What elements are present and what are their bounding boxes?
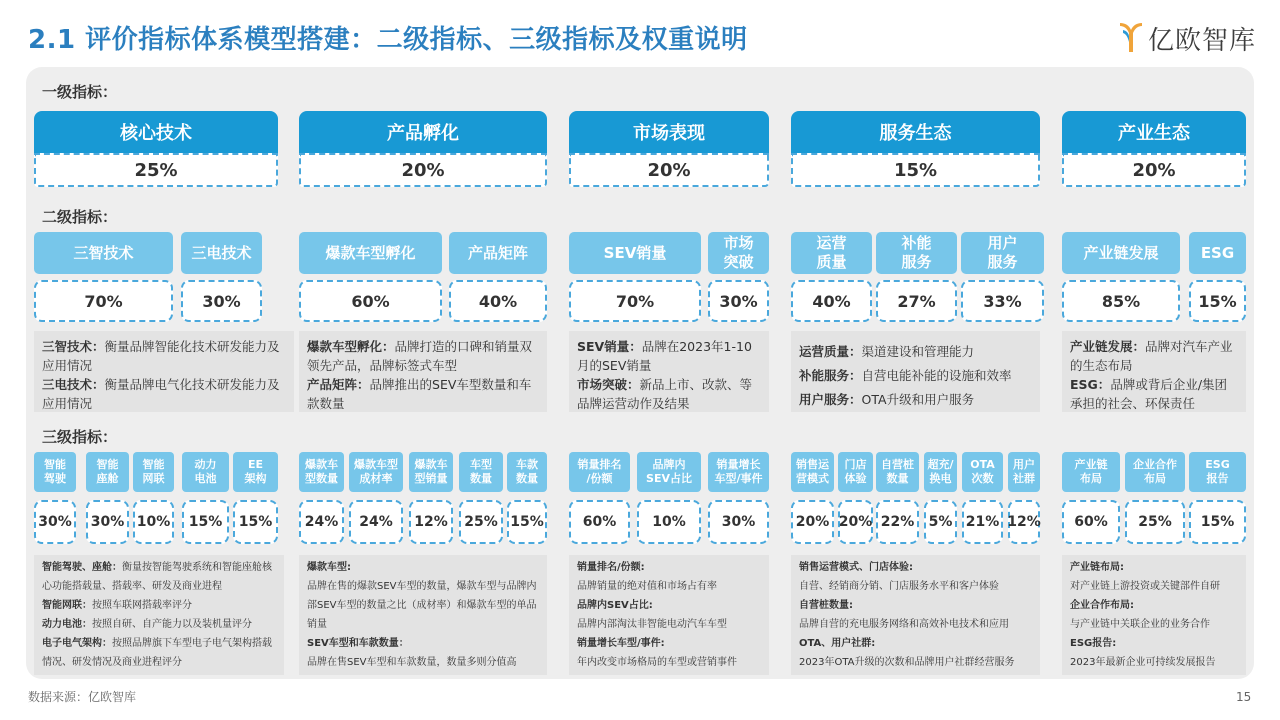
level3-header: 车款 数量 xyxy=(507,452,547,492)
level3-header: 品牌内 SEV占比 xyxy=(637,452,701,492)
level2-label: 二级指标： xyxy=(42,208,118,226)
level3-description: 智能驾驶、座舱：衡量按智能驾驶系统和智能座舱核心功能搭载量、搭载率、研发及商业进程 智能网联：按照车联网搭载率评分 动力电池：按照自研、自产能力以及装机量评分 电子电气架构：按照品牌旗下车型电子电气架构搭载情况、研发情况及商业进程评分 xyxy=(34,555,284,675)
level3-weight: 60% xyxy=(569,500,630,544)
level3-weight: 25% xyxy=(459,500,503,544)
level3-weight: 5% xyxy=(924,500,957,544)
level3-header: 超充/ 换电 xyxy=(924,452,957,492)
level3-header: 自营桩 数量 xyxy=(876,452,919,492)
level2-weight: 70% xyxy=(34,280,173,322)
level1-header: 产业生态 xyxy=(1062,111,1246,153)
level2-weight: 85% xyxy=(1062,280,1180,322)
level2-description: 产业链发展：品牌对汽车产业的生态布局 ESG：品牌或背后企业/集团承担的社会、环保责任 xyxy=(1062,331,1246,412)
page-number: 15 xyxy=(1236,690,1252,704)
level2-header: 市场 突破 xyxy=(708,232,769,274)
level2-weight: 30% xyxy=(181,280,262,322)
level3-header: 产业链 布局 xyxy=(1062,452,1120,492)
level2-header: 补能 服务 xyxy=(876,232,957,274)
level3-weight: 25% xyxy=(1125,500,1185,544)
level3-weight: 60% xyxy=(1062,500,1120,544)
level3-weight: 21% xyxy=(962,500,1003,544)
level2-description: SEV销量：品牌在2023年1-10月的SEV销量 市场突破：新品上市、改款、等品牌运营动作及结果 xyxy=(569,331,769,412)
level2-header: 三电技术 xyxy=(181,232,262,274)
level3-header: 销量增长 车型/事件 xyxy=(708,452,769,492)
level3-header: 企业合作 布局 xyxy=(1125,452,1185,492)
level3-header: EE 架构 xyxy=(233,452,278,492)
level3-weight: 22% xyxy=(876,500,919,544)
level3-header: ESG 报告 xyxy=(1189,452,1246,492)
level2-header: ESG xyxy=(1189,232,1246,274)
level2-weight: 60% xyxy=(299,280,442,322)
level2-weight: 33% xyxy=(961,280,1044,322)
level2-header: SEV销量 xyxy=(569,232,701,274)
level3-label: 三级指标： xyxy=(42,428,118,446)
level2-weight: 70% xyxy=(569,280,701,322)
level3-weight: 20% xyxy=(791,500,834,544)
level1-header: 市场表现 xyxy=(569,111,769,153)
level3-description: 销量排名/份额: 品牌销量的绝对值和市场占有率 品牌内SEV占比: 品牌内部淘汰非智能电动汽车车型 销量增长车型/事件: 年内改变市场格局的车型或营销事件 xyxy=(569,555,769,675)
level3-description: 销售运营模式、门店体验: 自营、经销商分销、门店服务水平和客户体验 自营桩数量: 品牌自营的充电服务网络和高效补电技术和应用 OTA、用户社群: 2023年OTA升级的次数和品牌用户社群经营服务 xyxy=(791,555,1040,675)
level1-label: 一级指标： xyxy=(42,83,118,101)
level1-weight: 15% xyxy=(791,153,1040,187)
level3-weight: 30% xyxy=(34,500,76,544)
level2-weight: 40% xyxy=(791,280,872,322)
level1-header: 产品孵化 xyxy=(299,111,547,153)
level2-header: 产业链发展 xyxy=(1062,232,1180,274)
level3-description: 产业链布局: 对产业链上游投资或关键部件自研 企业合作布局: 与产业链中关联企业的业务合作 ESG报告: 2023年最新企业可持续发展报告 xyxy=(1062,555,1246,675)
level3-weight: 12% xyxy=(1008,500,1040,544)
level3-header: 门店 体验 xyxy=(838,452,873,492)
level1-header: 核心技术 xyxy=(34,111,278,153)
level1-weight: 20% xyxy=(299,153,547,187)
level2-header: 爆款车型孵化 xyxy=(299,232,442,274)
level2-description: 运营质量：渠道建设和管理能力 补能服务：自营电能补能的设施和效率 用户服务：OTA升级和用户服务 xyxy=(791,331,1040,412)
level2-description: 爆款车型孵化：品牌打造的口碑和销量双领先产品，品牌标签式车型 产品矩阵：品牌推出的SEV车型数量和车款数量 xyxy=(299,331,547,412)
level3-weight: 12% xyxy=(409,500,453,544)
level3-weight: 20% xyxy=(838,500,873,544)
level3-header: OTA 次数 xyxy=(962,452,1003,492)
level2-header: 用户 服务 xyxy=(961,232,1044,274)
level2-weight: 15% xyxy=(1189,280,1246,322)
logo xyxy=(1118,20,1256,56)
yiou-logo-icon xyxy=(1118,22,1144,54)
level3-weight: 10% xyxy=(133,500,174,544)
level3-header: 智能 座舱 xyxy=(86,452,129,492)
level1-header: 服务生态 xyxy=(791,111,1040,153)
level3-header: 智能 驾驶 xyxy=(34,452,76,492)
page-title: 2.1 评价指标体系模型搭建：二级指标、三级指标及权重说明 xyxy=(28,25,748,55)
level3-header: 爆款车型 成材率 xyxy=(349,452,403,492)
level2-weight: 30% xyxy=(708,280,769,322)
level3-weight: 10% xyxy=(637,500,701,544)
level3-header: 动力 电池 xyxy=(182,452,229,492)
level2-header: 运营 质量 xyxy=(791,232,872,274)
level2-weight: 27% xyxy=(876,280,957,322)
level3-header: 销售运 营模式 xyxy=(791,452,834,492)
level2-description: 三智技术：衡量品牌智能化技术研发能力及应用情况 三电技术：衡量品牌电气化技术研发能力及应用情况 xyxy=(34,331,294,412)
level3-header: 爆款车 型数量 xyxy=(299,452,344,492)
level1-weight: 25% xyxy=(34,153,278,187)
level2-header: 三智技术 xyxy=(34,232,173,274)
level2-weight: 40% xyxy=(449,280,547,322)
level3-description: 爆款车型: 品牌在售的爆款SEV车型的数量，爆款车型与品牌内部SEV车型的数量之比（成材率）和爆款车型的单品销量 SEV车型和车款数量： 品牌在售SEV车型和车款数量，数量多则分值高 xyxy=(299,555,547,675)
level3-header: 销量排名 /份额 xyxy=(569,452,630,492)
level2-header: 产品矩阵 xyxy=(449,232,547,274)
source-note: 数据来源：亿欧智库 xyxy=(28,690,137,704)
level3-header: 车型 数量 xyxy=(459,452,503,492)
level1-weight: 20% xyxy=(569,153,769,187)
level3-header: 爆款车 型销量 xyxy=(409,452,453,492)
level3-weight: 30% xyxy=(86,500,129,544)
level3-weight: 24% xyxy=(349,500,403,544)
logo-text: 亿欧智库 xyxy=(1148,25,1257,56)
level3-weight: 24% xyxy=(299,500,344,544)
level3-weight: 30% xyxy=(708,500,769,544)
level3-weight: 15% xyxy=(1189,500,1246,544)
level3-weight: 15% xyxy=(182,500,229,544)
level3-header: 智能 网联 xyxy=(133,452,174,492)
level3-header: 用户 社群 xyxy=(1008,452,1040,492)
level3-weight: 15% xyxy=(507,500,547,544)
level1-weight: 20% xyxy=(1062,153,1246,187)
level3-weight: 15% xyxy=(233,500,278,544)
